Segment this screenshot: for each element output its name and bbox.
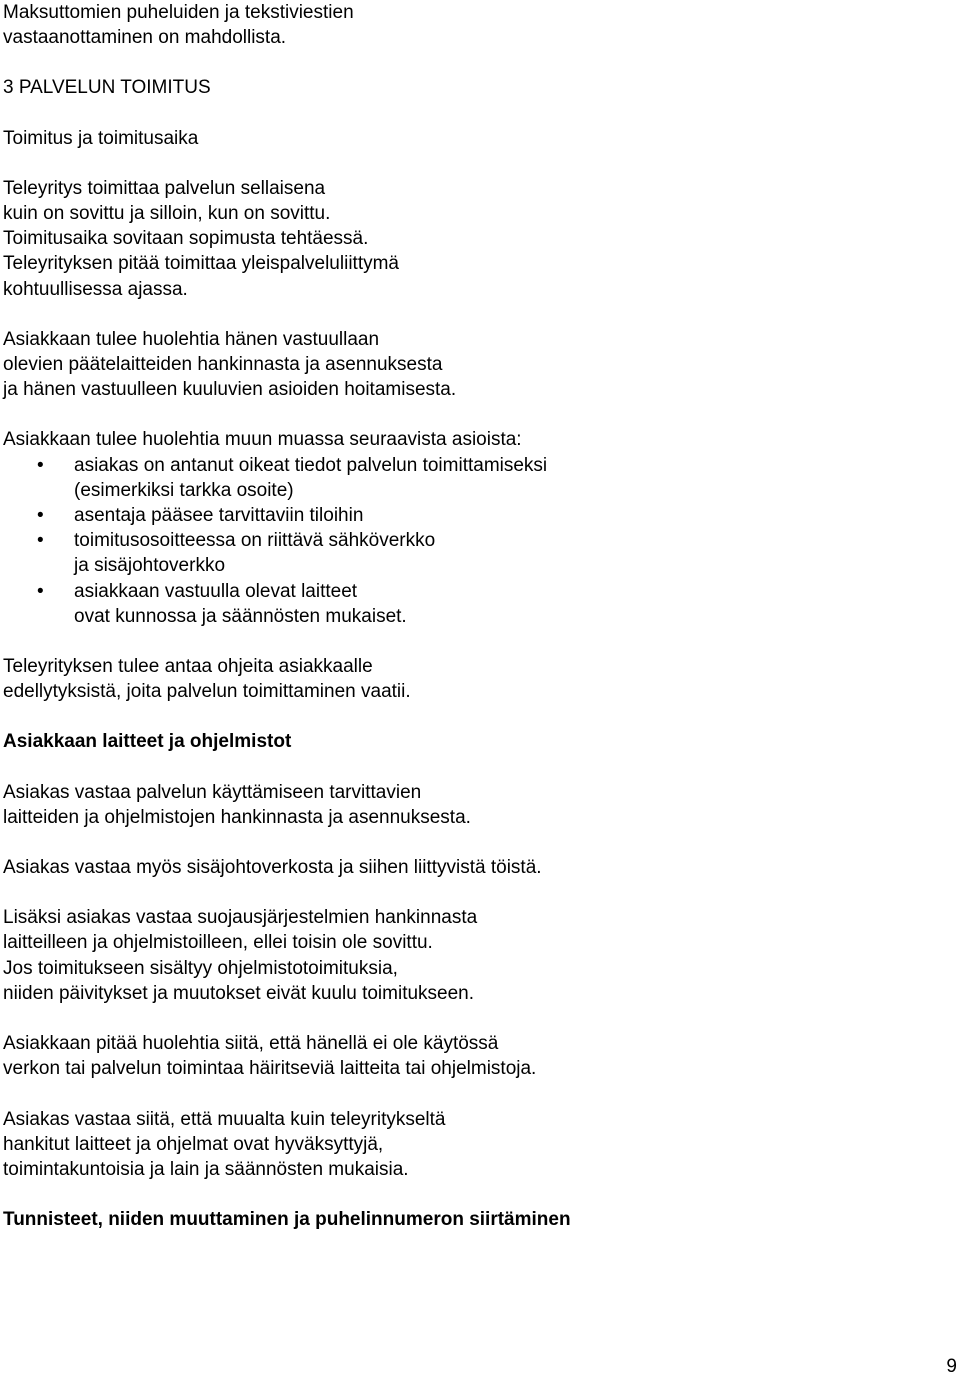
list-item [3, 453, 943, 503]
paragraph-hyvaksytyt-laitteet [3, 1107, 943, 1183]
text-line: kuin on sovittu ja silloin, kun on sovittu. [3, 203, 331, 225]
text-line: kohtuullisessa ajassa. [3, 278, 188, 300]
intro-paragraph [3, 0, 943, 50]
text-line: laitteilleen ja ohjelmistoilleen, ellei toisin ole sovittu. [3, 932, 433, 954]
text-line: Teleyrityksen pitää toimittaa yleispalveluliittymä [3, 253, 399, 275]
bullet-list [3, 453, 943, 629]
paragraph-paatelaitteet [3, 327, 943, 403]
text-line: Teleyritys toimittaa palvelun sellaisena [3, 177, 326, 199]
paragraph-suojaus [3, 905, 943, 1006]
list-item [3, 579, 943, 629]
paragraph-asiakkaan-velvollisuudet [3, 427, 943, 629]
text-line: verkon tai palvelun toimintaa häiritseviä laitteita tai ohjelmistoja. [3, 1058, 537, 1080]
paragraph-ohjeet [3, 654, 943, 704]
paragraph-toimitus [3, 176, 943, 302]
text-line: vastaanottaminen on mahdollista. [3, 27, 287, 49]
text-line: Asiakas vastaa palvelun käyttämiseen tarvittavien [3, 781, 422, 803]
list-item [3, 503, 943, 528]
text-line: • asiakkaan vastuulla olevat laitteet [74, 580, 358, 602]
paragraph-hairitsevat-laitteet [3, 1031, 943, 1081]
subheading-tunnisteet: Tunnisteet, niiden muuttaminen ja puhelinnumeron siirtäminen [3, 1209, 571, 1231]
text-line: ja hänen vastuulleen kuuluvien asioiden hoitamisesta. [3, 379, 457, 401]
text-line: niiden päivitykset ja muutokset eivät kuulu toimitukseen. [3, 982, 475, 1004]
section-heading: 3 PALVELUN TOIMITUS [3, 77, 211, 99]
text-line: Jos toimitukseen sisältyy ohjelmistotoimituksia, [3, 957, 398, 979]
document-page [3, 0, 943, 1257]
text-line: Asiakas vastaa myös sisäjohtoverkosta ja siihen liittyvistä töistä. [3, 857, 542, 879]
text-line: Asiakkaan tulee huolehtia hänen vastuullaan [3, 328, 380, 350]
paragraph-sisajohtoverkko [3, 855, 943, 880]
text-line: edellytyksistä, joita palvelun toimittaminen vaatii. [3, 681, 411, 703]
text-line: • asiakas on antanut oikeat tiedot palvelun toimittamiseksi [74, 454, 548, 476]
text-line: • toimitusosoitteessa on riittävä sähköverkko [74, 530, 436, 552]
text-line: Asiakas vastaa siitä, että muualta kuin teleyritykseltä [3, 1108, 446, 1130]
subheading-toimitus: Toimitus ja toimitusaika [3, 127, 199, 149]
text-line: • asentaja pääsee tarvittaviin tiloihin [74, 505, 364, 527]
text-line: ovat kunnossa ja säännösten mukaiset. [74, 605, 407, 627]
text-line: olevien päätelaitteiden hankinnasta ja asennuksesta [3, 354, 443, 376]
text-line: Teleyrityksen tulee antaa ohjeita asiakkaalle [3, 656, 373, 678]
text-line: hankitut laitteet ja ohjelmat ovat hyväksyttyjä, [3, 1133, 384, 1155]
list-item [3, 528, 943, 578]
text-line: toimintakuntoisia ja lain ja säännösten mukaisia. [3, 1158, 409, 1180]
text-line: laitteiden ja ohjelmistojen hankinnasta ja asennuksesta. [3, 806, 471, 828]
text-line: Maksuttomien puheluiden ja tekstiviestien [3, 2, 354, 23]
list-intro: Asiakkaan tulee huolehtia muun muassa seuraavista asioista: [3, 429, 522, 451]
text-line: ja sisäjohtoverkko [74, 555, 226, 577]
text-line: (esimerkiksi tarkka osoite) [74, 479, 294, 501]
text-line: Asiakkaan pitää huolehtia siitä, että hänellä ei ole käytössä [3, 1033, 499, 1055]
text-line: Toimitusaika sovitaan sopimusta tehtäessä. [3, 228, 369, 250]
text-line: Lisäksi asiakas vastaa suojausjärjestelmien hankinnasta [3, 907, 478, 929]
paragraph-laitteet-hankinta [3, 780, 943, 830]
page-number: 9 [946, 1356, 957, 1377]
subheading-laitteet: Asiakkaan laitteet ja ohjelmistot [3, 731, 292, 753]
